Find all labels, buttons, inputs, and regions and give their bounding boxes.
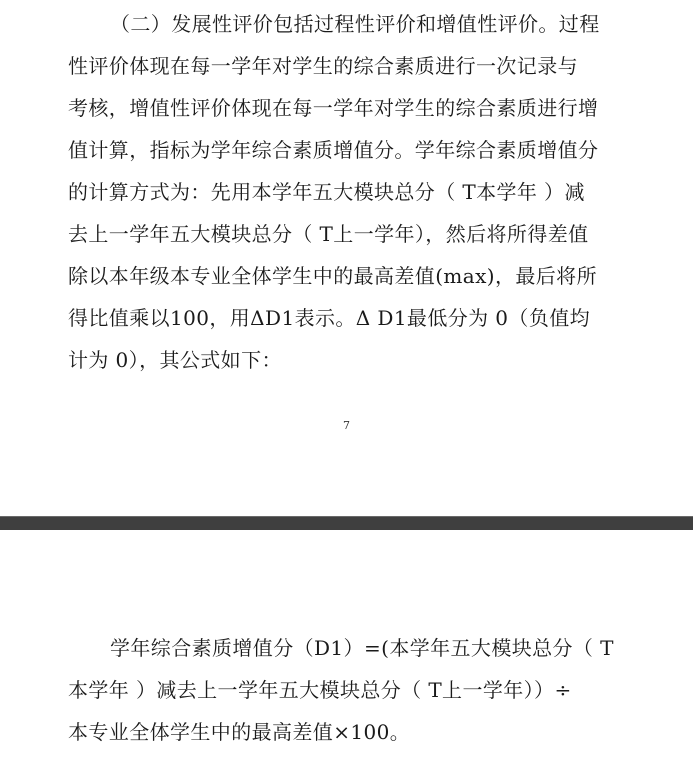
paragraph-line-6: 去上一学年五大模块总分（ T上一学年），然后将所得差值	[68, 222, 589, 246]
paragraph-line-2: 性评价体现在每一学年对学生的综合素质进行一次记录与	[68, 54, 578, 78]
paragraph-line-5: 的计算方式为：先用本学年五大模块总分（ T本学年 ）减	[68, 180, 585, 204]
formula-line-3: 本专业全体学生中的最高差值×100。	[68, 720, 411, 744]
paragraph-line-7: 除以本年级本专业全体学生中的最高差值(max)，最后将所	[68, 264, 597, 288]
paragraph-line-9: 计为 0），其公式如下：	[68, 348, 282, 372]
paragraph-line-1: （二）发展性评价包括过程性评价和增值性评价。过程	[110, 12, 600, 36]
page-separator	[0, 516, 693, 530]
page-number: 7	[343, 419, 350, 432]
formula-line-2: 本学年 ）减去上一学年五大模块总分（ T上一学年））÷	[68, 678, 572, 702]
formula-line-1: 学年综合素质增值分（D1）=(本学年五大模块总分（ T	[110, 636, 614, 660]
paragraph-line-4: 值计算，指标为学年综合素质增值分。学年综合素质增值分	[68, 138, 599, 162]
paragraph-line-3: 考核，增值性评价体现在每一学年对学生的综合素质进行增	[68, 96, 599, 120]
paragraph-line-8: 得比值乘以100，用ΔD1表示。Δ D1最低分为 0（负值均	[68, 306, 591, 330]
document-page-8	[0, 530, 693, 758]
